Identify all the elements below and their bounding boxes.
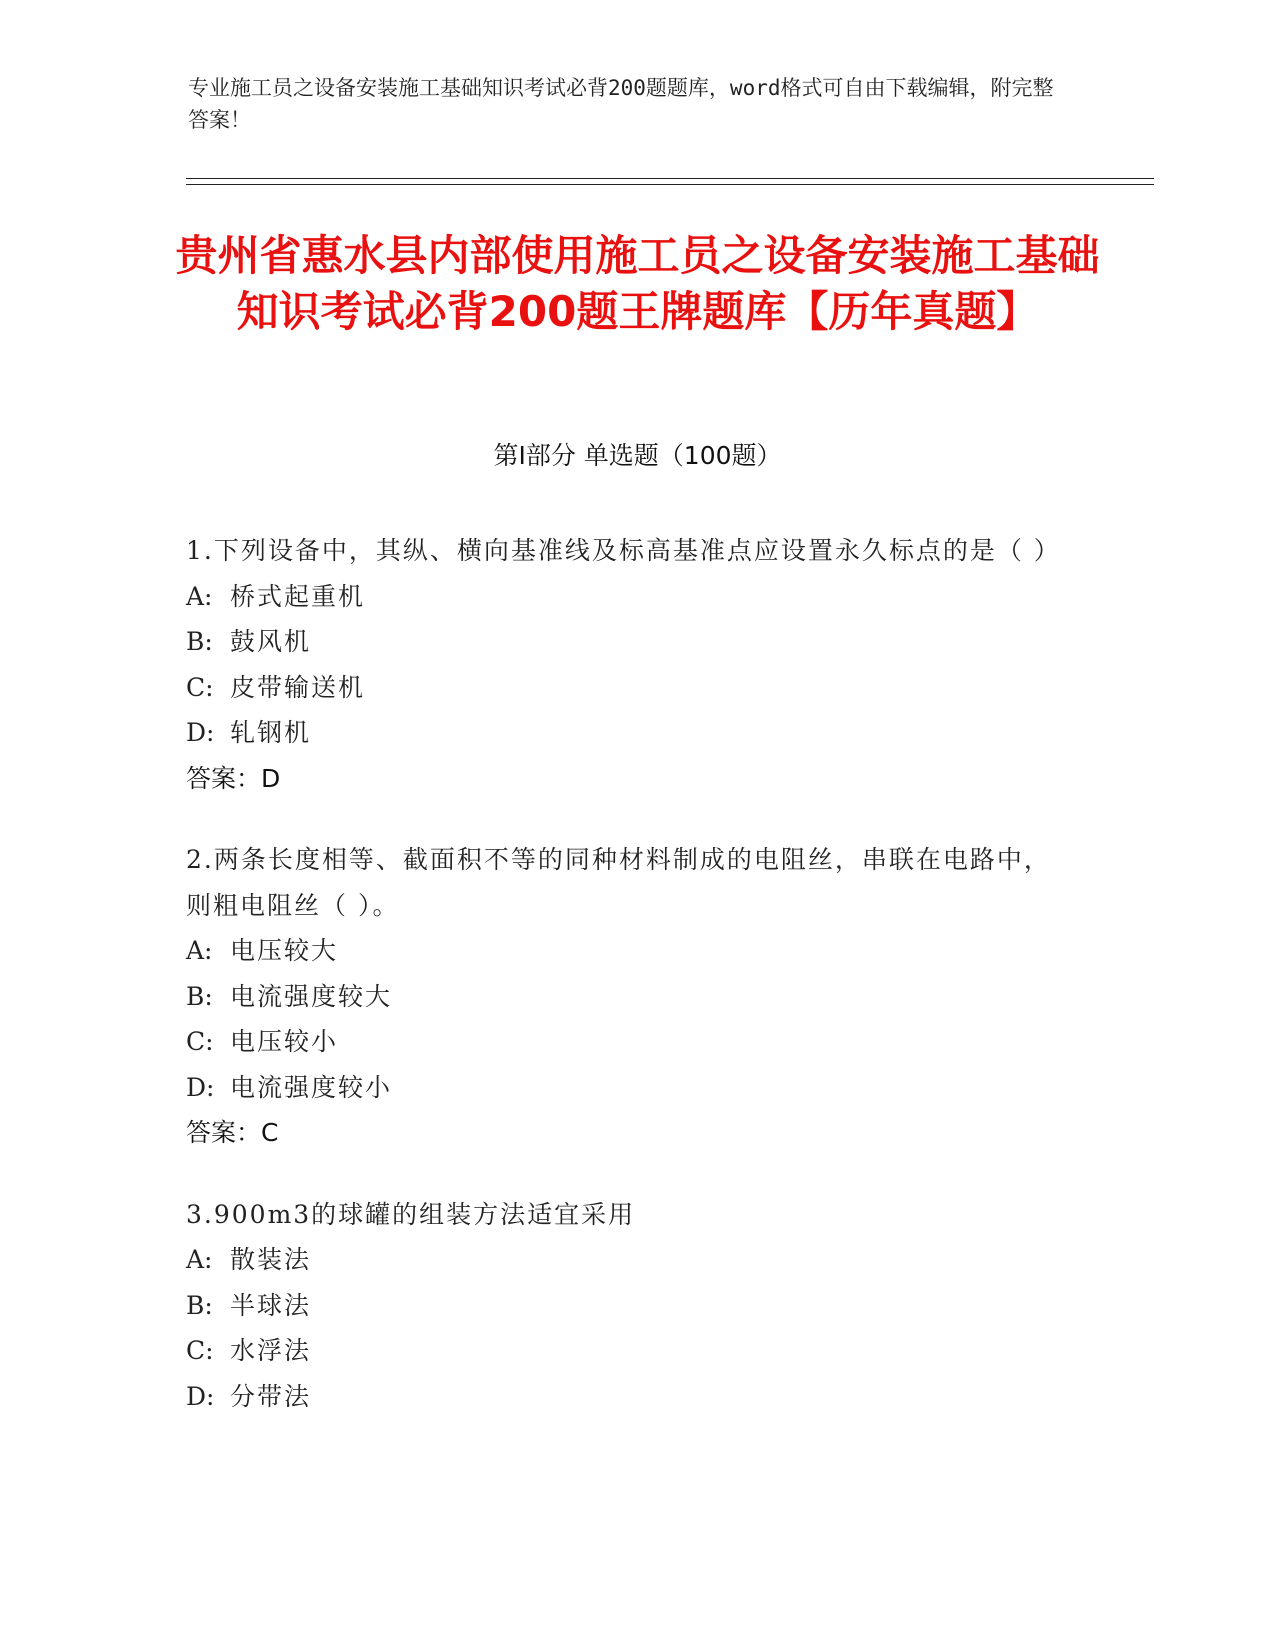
option-text: 鼓风机 [230, 627, 312, 656]
header-divider-bottom [186, 184, 1154, 185]
option-a [186, 574, 1066, 620]
option-text: 电压较小 [230, 1027, 339, 1056]
option-c [186, 1328, 1066, 1374]
section-heading: 第Ⅰ部分 单选题（100题） [493, 441, 782, 470]
option-text: 皮带输送机 [230, 672, 366, 702]
option-text: 电流强度较大 [230, 981, 393, 1011]
option-c [186, 1019, 1066, 1065]
question-stem: 2.两条长度相等、截面积不等的同种材料制成的电阻丝，串联在电路中，则粗电阻丝（ ）。 [186, 845, 1051, 920]
answer-line [186, 1110, 1066, 1156]
answer-value: C [261, 1118, 279, 1147]
option-b [186, 974, 1066, 1020]
document-title: 贵州省惠水县内部使用施工员之设备安装施工基础知识考试必背200题王牌题库【历年真题】 [175, 231, 1100, 336]
question-stem: 1.下列设备中，其纵、横向基准线及标高基准点应设置永久标点的是（ ） [186, 536, 1061, 565]
option-key: C: [186, 1027, 214, 1056]
option-b [186, 1283, 1066, 1329]
option-text: 电流强度较小 [230, 1072, 393, 1102]
option-key: B: [186, 1290, 213, 1320]
option-text: 半球法 [230, 1290, 312, 1320]
header-note: 专业施工员之设备安装施工基础知识考试必背200题题库，word格式可自由下载编辑，附完整答案！ [188, 76, 1054, 132]
answer-value: D [261, 763, 281, 793]
option-key: A: [186, 581, 213, 611]
option-text: 轧钢机 [230, 718, 312, 747]
question-2 [186, 837, 1066, 1156]
option-key: D: [186, 1072, 215, 1102]
option-key: B: [186, 981, 213, 1011]
option-d [186, 710, 1066, 756]
answer-prefix: 答案： [186, 1118, 262, 1147]
option-c [186, 665, 1066, 711]
option-key: D: [186, 718, 215, 747]
option-a [186, 928, 1066, 974]
option-key: A: [186, 936, 213, 965]
option-text: 散装法 [230, 1245, 312, 1274]
option-d [186, 1374, 1066, 1420]
question-list [186, 528, 1066, 1455]
question-1 [186, 528, 1066, 801]
option-key: C: [186, 672, 214, 702]
option-key: C: [186, 1336, 214, 1365]
option-key: D: [186, 1381, 215, 1411]
option-text: 分带法 [230, 1381, 312, 1411]
answer-prefix: 答案： [186, 763, 262, 793]
option-text: 桥式起重机 [230, 581, 366, 611]
question-stem: 3.900m3的球罐的组装方法适宜采用 [186, 1199, 636, 1229]
answer-line [186, 756, 1066, 802]
option-d [186, 1065, 1066, 1111]
question-3 [186, 1192, 1066, 1420]
option-text: 水浮法 [230, 1336, 312, 1365]
option-text: 电压较大 [230, 936, 339, 965]
option-key: A: [186, 1245, 213, 1274]
option-b [186, 619, 1066, 665]
option-a [186, 1237, 1066, 1283]
option-key: B: [186, 627, 213, 656]
header-divider-top [186, 178, 1154, 179]
